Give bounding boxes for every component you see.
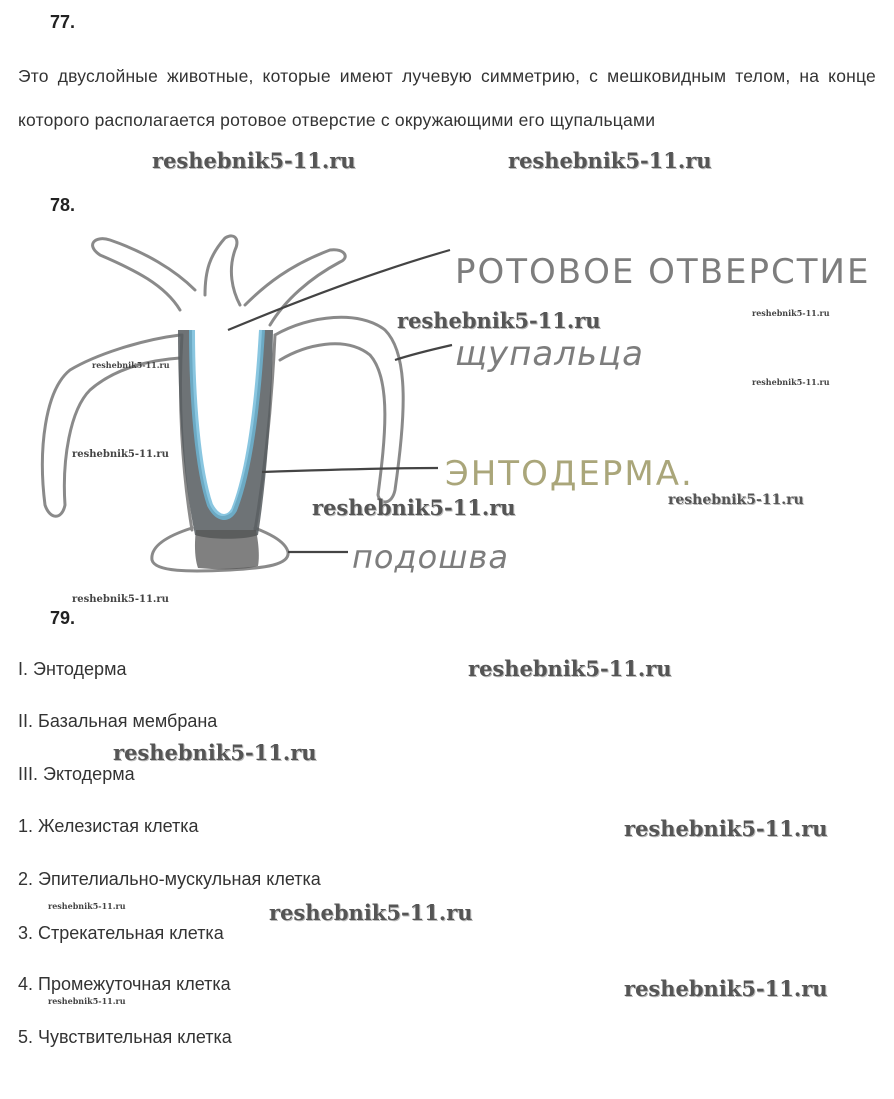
list-item: 4. Промежуточная клетка bbox=[18, 974, 231, 994]
list-item: III. Эктодерма bbox=[18, 764, 135, 784]
watermark: reshebnik5-11.ru bbox=[152, 148, 356, 173]
label-mouth: РОТОВОЕ ОТВЕРСТИЕ bbox=[455, 252, 871, 292]
question-number-78: 78. bbox=[50, 195, 76, 215]
watermark: reshebnik5-11.ru bbox=[72, 449, 169, 460]
watermark: reshebnik5-11.ru bbox=[48, 901, 126, 911]
question-number-77: 77. bbox=[50, 12, 76, 32]
watermark: reshebnik5-11.ru bbox=[113, 740, 317, 765]
answer-77-text: Это двуслойные животные, которые имеют лучевую симметрию, с мешковидным телом, на конце которого располагается ротовое отверстие с окружающими его щупальцами bbox=[18, 66, 876, 130]
watermark: reshebnik5-11.ru bbox=[624, 816, 828, 841]
watermark: reshebnik5-11.ru bbox=[468, 656, 672, 681]
watermark: reshebnik5-11.ru bbox=[269, 900, 473, 925]
watermark: reshebnik5-11.ru bbox=[508, 148, 712, 173]
watermark: reshebnik5-11.ru bbox=[72, 594, 169, 605]
watermark: reshebnik5-11.ru bbox=[48, 996, 126, 1006]
list-item: 2. Эпителиально-мускульная клетка bbox=[18, 869, 321, 889]
list-item: 3. Стрекательная клетка bbox=[18, 923, 224, 943]
list-item: II. Базальная мембрана bbox=[18, 711, 218, 731]
watermark: reshebnik5-11.ru bbox=[752, 377, 830, 387]
list-item: 1. Железистая клетка bbox=[18, 816, 199, 836]
label-tentacles: щупальца bbox=[455, 334, 644, 374]
list-item: 5. Чувствительная клетка bbox=[18, 1027, 232, 1047]
watermark: reshebnik5-11.ru bbox=[624, 976, 828, 1001]
watermark: reshebnik5-11.ru bbox=[668, 492, 804, 508]
label-endoderm: ЭНТОДЕРМА. bbox=[445, 454, 694, 494]
label-sole: подошва bbox=[352, 538, 509, 576]
list-item: I. Энтодерма bbox=[18, 659, 127, 679]
watermark: reshebnik5-11.ru bbox=[752, 308, 830, 318]
watermark: reshebnik5-11.ru bbox=[397, 308, 601, 333]
watermark: reshebnik5-11.ru bbox=[312, 495, 516, 520]
watermark: reshebnik5-11.ru bbox=[92, 360, 170, 370]
question-number-79: 79. bbox=[50, 608, 76, 628]
hydra-diagram bbox=[0, 228, 894, 608]
